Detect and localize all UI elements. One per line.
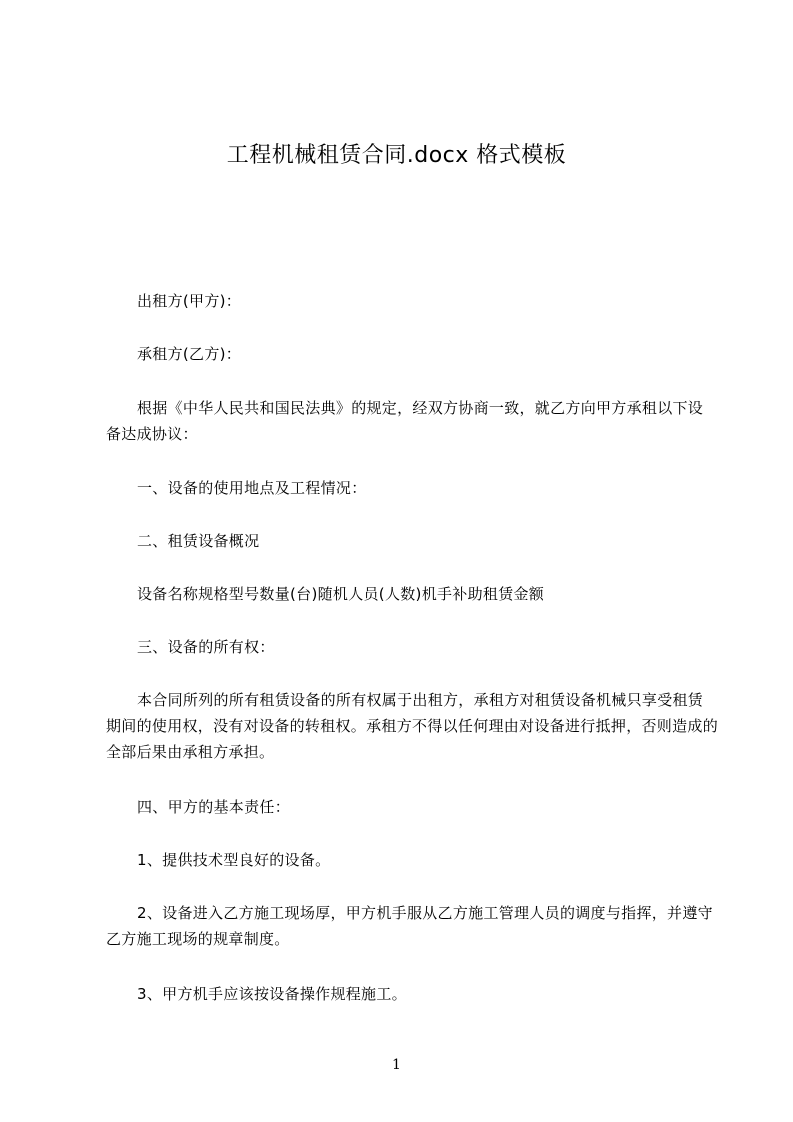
clause-4-3: 3、甲方机手应该按设备操作规程施工。 <box>137 985 407 1003</box>
clause-4-1: 1、提供技术型良好的设备。 <box>137 851 331 869</box>
heading-section-1: 一、设备的使用地点及工程情况： <box>137 479 367 497</box>
paragraph-lessor: 出租方(甲方)： <box>137 292 242 310</box>
clause-4-2: 2、设备进入乙方施工现场厚，甲方机手服从乙方施工管理人员的调度与指挥，并遵守乙方施工现场的规章制度。 <box>106 904 713 948</box>
document-title: 工程机械租赁合同.docx 格式模板 <box>226 143 567 168</box>
paragraph-preamble: 根据《中华人民共和国民法典》的规定，经双方协商一致，就乙方向甲方承租以下设备达成协议： <box>106 399 704 443</box>
heading-section-4: 四、甲方的基本责任： <box>137 798 291 816</box>
heading-section-3: 三、设备的所有权： <box>137 638 275 656</box>
equipment-table-header: 设备名称规格型号数量(台)随机人员(人数)机手补助租赁金额 <box>137 585 545 603</box>
paragraph-ownership: 本合同所列的所有租赁设备的所有权属于出租方，承租方对租赁设备机械只享受租赁期间的使用权，没有对设备的转租权。承租方不得以任何理由对设备进行抵押，否则造成的全部后果由承租方承担。 <box>106 691 719 761</box>
heading-section-2: 二、租赁设备概况 <box>137 532 260 550</box>
paragraph-lessee: 承租方(乙方)： <box>137 345 242 363</box>
page-number: 1 <box>392 1057 401 1073</box>
